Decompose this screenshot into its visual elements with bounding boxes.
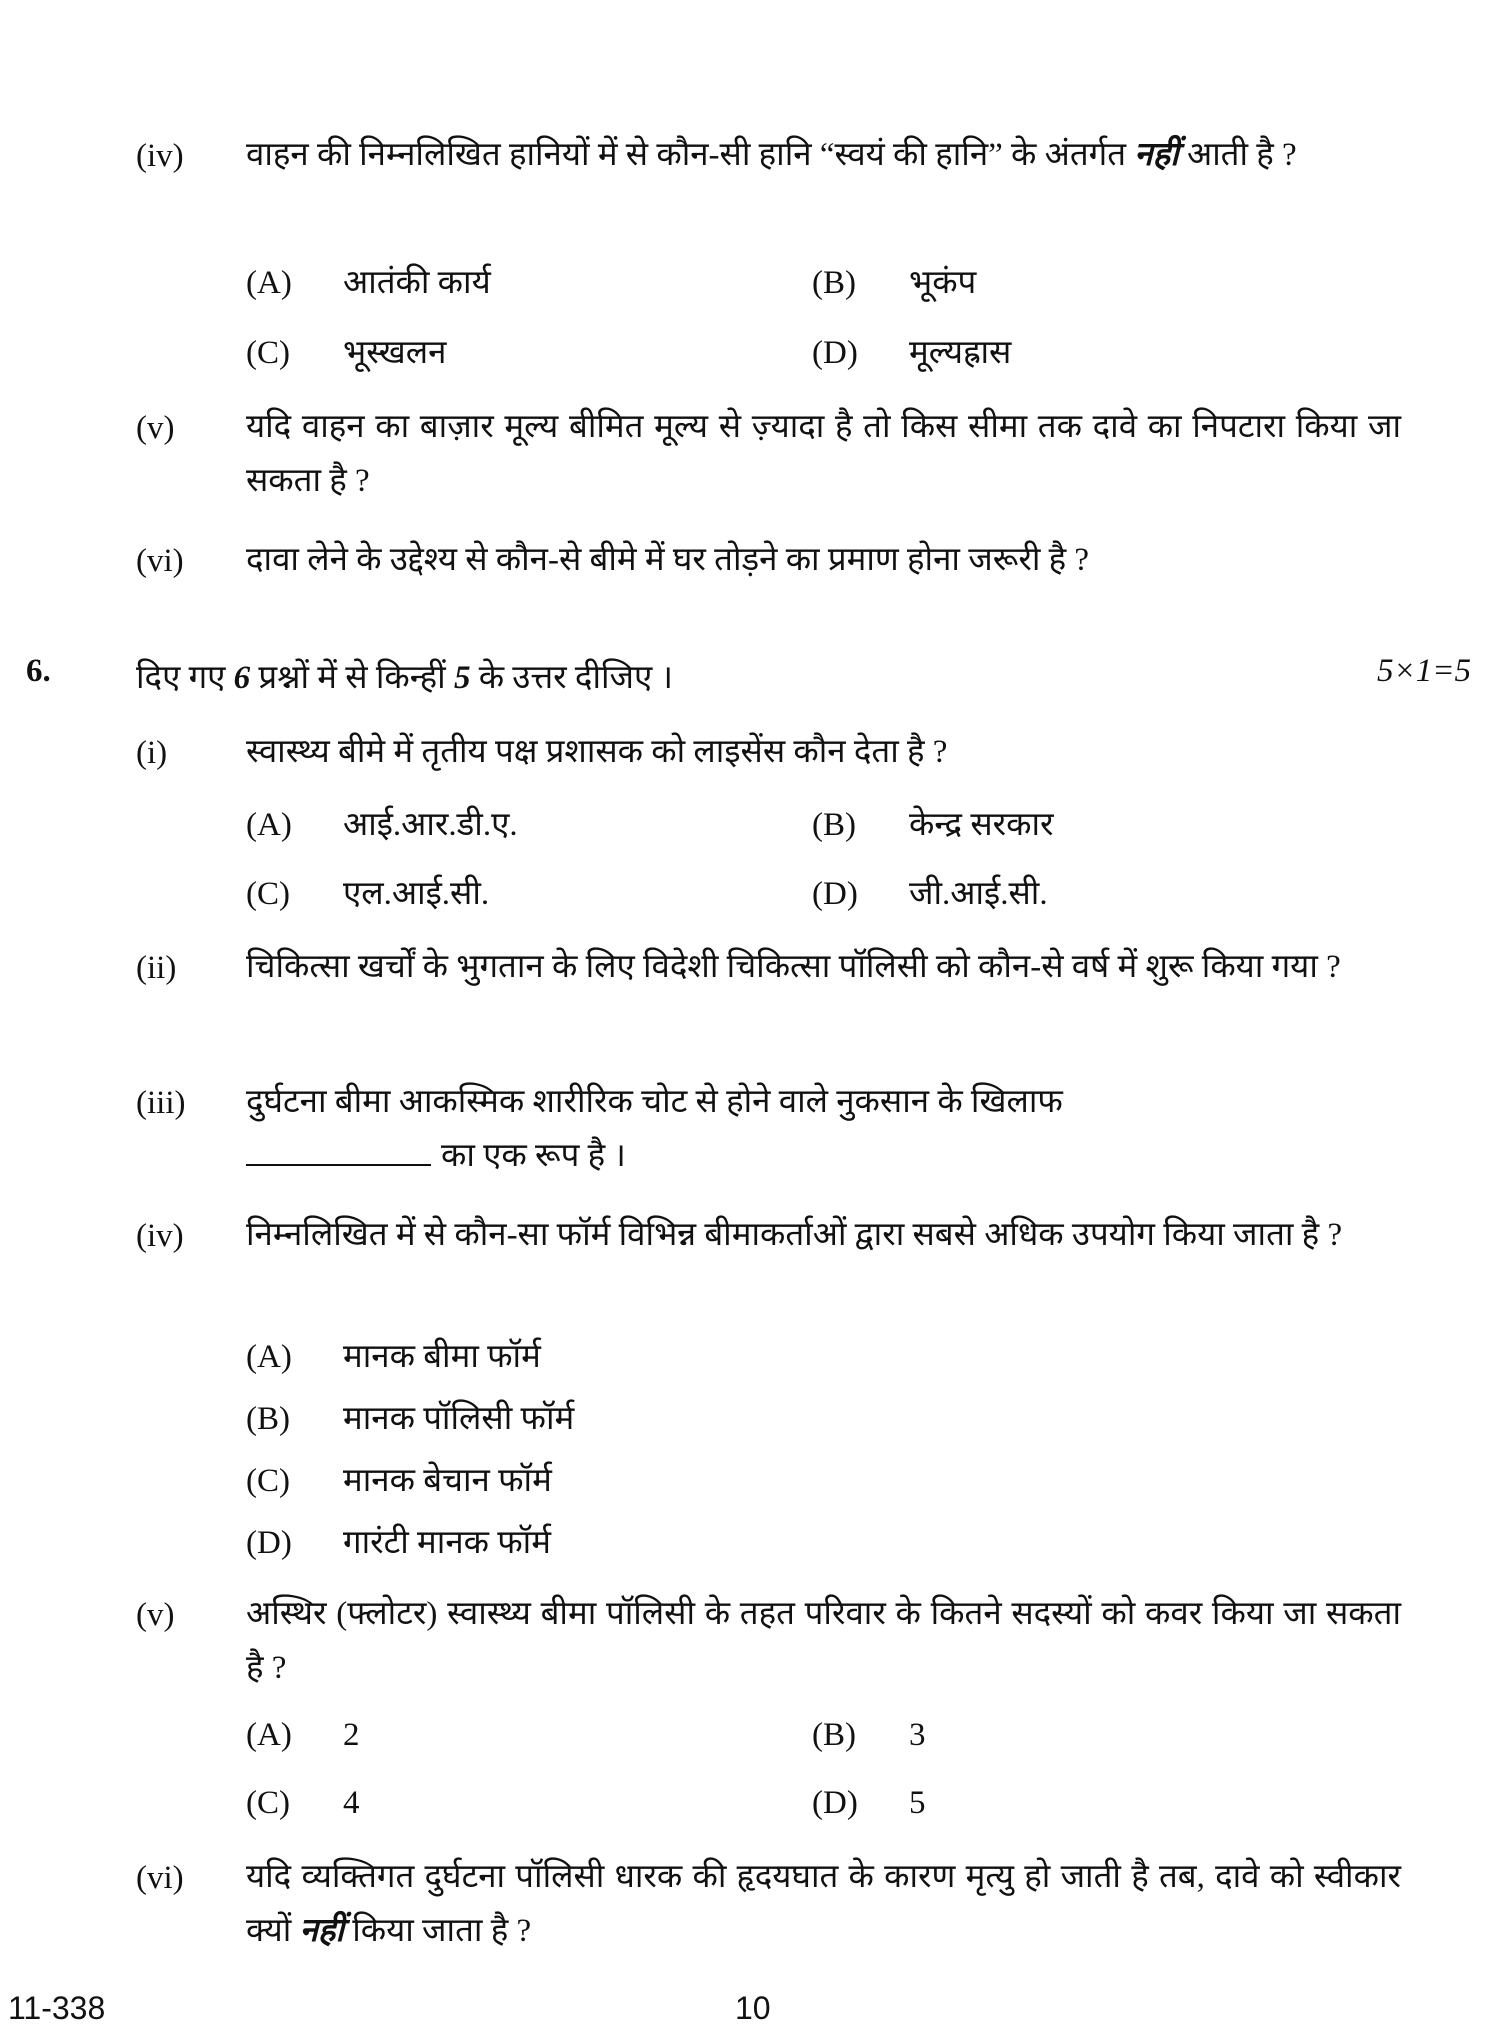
option (812, 1717, 926, 1754)
option-text: मानक बीमा फॉर्म (343, 1339, 541, 1375)
option-text: आई.आर.डी.ए. (343, 807, 518, 843)
option-label: (D) (812, 1785, 858, 1821)
option-label: (A) (246, 807, 292, 843)
option-label: (D) (812, 335, 858, 371)
text: का एक रूप है । (441, 1138, 626, 1174)
question-text: यदि वाहन का बाज़ार मूल्य बीमित मूल्य से ज़्यादा है तो किस सीमा तक दावे का निपटारा किया जा सकता है ? (246, 409, 1401, 499)
option-text: भूस्खलन (343, 335, 447, 371)
option-text: गारंटी मानक फॉर्म (343, 1525, 551, 1561)
question-label: (vi) (136, 1860, 184, 1896)
option-label: (B) (812, 265, 856, 301)
text: यदि व्यक्तिगत दुर्घटना पॉलिसी धारक की हृदयघात के कारण मृत्यु हो जाती है तब, दावे को स्वीकार क्यों (246, 1859, 1401, 1949)
option (246, 869, 489, 914)
option (812, 800, 1054, 845)
question-label: (v) (136, 410, 175, 446)
question-label: (iv) (136, 1218, 184, 1254)
option-text: एल.आई.सी. (343, 876, 490, 912)
option (812, 869, 1048, 914)
option-text: आतंकी कार्य (343, 265, 491, 301)
emphasis: नहीं (299, 1913, 344, 1949)
option-label: (B) (812, 1717, 856, 1753)
option-label: (C) (246, 335, 290, 371)
option-text: भूकंप (909, 265, 977, 301)
marks: 5×1=5 (1376, 653, 1471, 689)
text: के उत्तर दीजिए । (478, 660, 674, 696)
paper-code: 11-338 (8, 1990, 106, 2026)
option (812, 328, 1011, 373)
question-text (246, 1075, 1401, 1183)
question-text: दावा लेने के उद्देश्य से कौन-से बीमे में घर तोड़ने का प्रमाण होना जरूरी है ? (246, 542, 1090, 578)
option-label: (D) (812, 876, 858, 912)
question-text (246, 128, 1401, 182)
question-label: (ii) (136, 950, 177, 986)
option-text: केन्द्र सरकार (909, 807, 1054, 843)
question-label: (i) (136, 735, 168, 771)
option-text: जी.आई.सी. (909, 876, 1048, 912)
option-label: (C) (246, 1785, 290, 1821)
option (246, 1394, 574, 1439)
option (812, 1785, 926, 1822)
option-label: (C) (246, 1463, 290, 1499)
question-number: 6. (26, 653, 51, 689)
emphasis: नहीं (1134, 137, 1179, 173)
question-label: (v) (136, 1597, 175, 1633)
question-text: निम्नलिखित में से कौन-सा फॉर्म विभिन्न बीमाकर्ताओं द्वारा सबसे अधिक उपयोग किया जाता है ? (246, 1217, 1343, 1253)
question-text (246, 1850, 1401, 1958)
emphasis: 6 (233, 660, 251, 696)
question-text: चिकित्सा खर्चों के भुगतान के लिए विदेशी चिकित्सा पॉलिसी को कौन-से वर्ष में शुरू किया गया ? (246, 949, 1341, 985)
text: दुर्घटना बीमा आकस्मिक शारीरिक चोट से होने वाले नुकसान के खिलाफ (246, 1084, 1063, 1120)
fill-in-blank (246, 1134, 431, 1166)
option-text: मानक बेचान फॉर्म (343, 1463, 552, 1499)
option-text: 3 (909, 1717, 926, 1753)
text: किया जाता है ? (352, 1913, 532, 1949)
emphasis: 5 (453, 660, 471, 696)
question-label: (iv) (136, 138, 184, 174)
option-text: मूल्यह्रास (909, 335, 1012, 371)
option (246, 1456, 552, 1501)
option-label: (B) (812, 807, 856, 843)
question-text: अस्थिर (फ्लोटर) स्वास्थ्य बीमा पॉलिसी के तहत परिवार के कितने सदस्यों को कवर किया जा सकता है ? (246, 1596, 1401, 1686)
page-number: 10 (735, 1990, 771, 2026)
question-label: (iii) (136, 1085, 186, 1121)
option (246, 1785, 360, 1822)
text: वाहन की निम्नलिखित हानियों में से कौन-सी हानि “स्वयं की हानि” के अंतर्गत (246, 137, 1127, 173)
option-label: (A) (246, 1339, 292, 1375)
option-text: 4 (343, 1785, 360, 1821)
option (812, 258, 976, 303)
text: प्रश्नों में से किन्हीं (258, 660, 446, 696)
option-text: 5 (909, 1785, 926, 1821)
option-label: (D) (246, 1525, 292, 1561)
text: आती है ? (1186, 137, 1297, 173)
text: दिए गए (136, 660, 226, 696)
option (246, 800, 518, 845)
option (246, 1518, 551, 1563)
option-label: (C) (246, 876, 290, 912)
option (246, 258, 491, 303)
option (246, 1717, 360, 1754)
option (246, 1332, 541, 1377)
option-text: मानक पॉलिसी फॉर्म (343, 1401, 575, 1437)
option-label: (A) (246, 265, 292, 301)
question-label: (vi) (136, 543, 184, 579)
option-label: (A) (246, 1717, 292, 1753)
option-text: 2 (343, 1717, 360, 1753)
section-instruction (136, 653, 673, 698)
option-label: (B) (246, 1401, 290, 1437)
question-text: स्वास्थ्य बीमे में तृतीय पक्ष प्रशासक को लाइसेंस कौन देता है ? (246, 734, 948, 770)
option (246, 328, 446, 373)
